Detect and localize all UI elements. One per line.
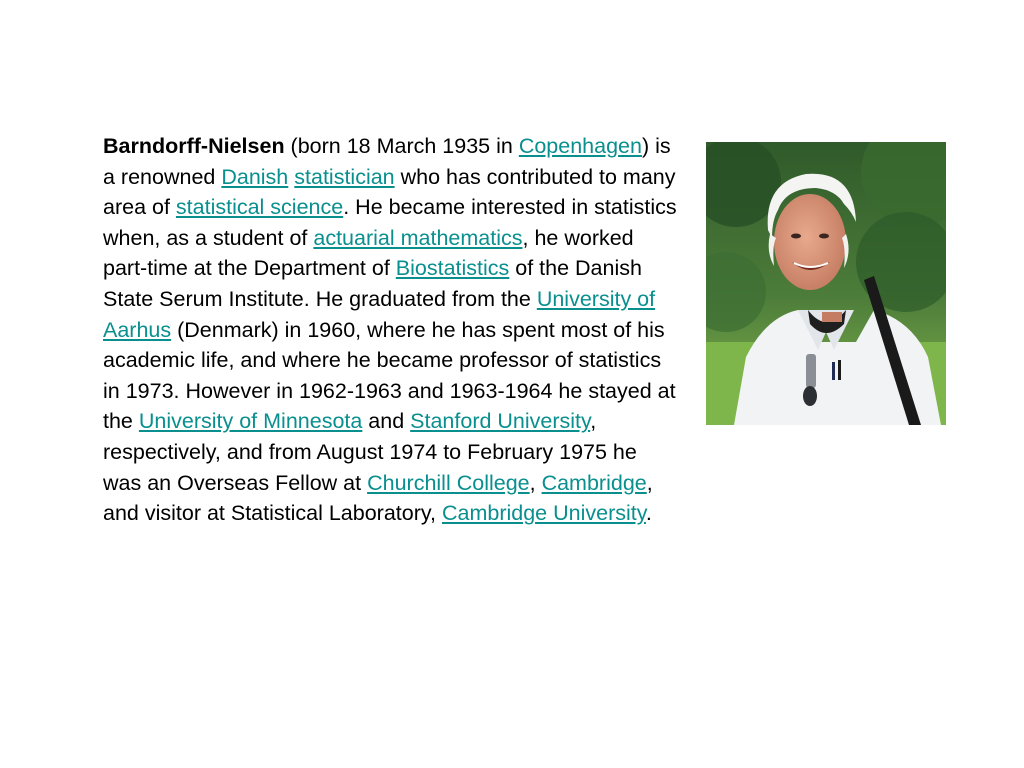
subject-name: Barndorff-Nielsen: [103, 134, 285, 158]
bio-text: ) is a renowned: [103, 134, 671, 189]
link-statistician[interactable]: statistician: [294, 164, 395, 189]
portrait-illustration: [706, 142, 946, 425]
link-cambridge[interactable]: Cambridge: [541, 470, 647, 495]
bio-text: and: [362, 409, 411, 434]
link-danish[interactable]: Danish: [221, 164, 289, 189]
link-churchill-college[interactable]: Churchill College: [367, 470, 530, 495]
bio-text: , and visitor at Statistical Laboratory,: [103, 470, 653, 526]
bio-text: of the Danish State Serum Institute. He graduated from the: [103, 256, 642, 311]
bio-text: (born 18 March 1935 in: [284, 134, 519, 158]
bio-text: . He became interested in statistics when, as a student of: [103, 195, 677, 250]
link-stanford-university[interactable]: Stanford University: [410, 409, 591, 434]
link-cambridge-university[interactable]: Cambridge University: [441, 501, 646, 526]
link-biostatistics[interactable]: Biostatistics: [395, 256, 510, 281]
link-university-of-minnesota[interactable]: University of Minnesota: [138, 409, 363, 434]
link-actuarial-mathematics[interactable]: actuarial mathematics: [313, 225, 523, 250]
bio-text: who has contributed to many area of: [103, 164, 676, 220]
link-university-of-aarhus[interactable]: University of Aarhus: [103, 286, 656, 342]
bio-text: .: [645, 501, 652, 526]
bio-text: ,: [529, 470, 542, 495]
bio-text: , he worked part-time at the Department of: [103, 225, 634, 281]
bio-text: (Denmark) in 1960, where he has spent most of his academic life, and where he became professor of statistics in 1973. However in 1962-1963 and 1963-1964 he stayed at the: [103, 317, 676, 434]
portrait-photo: [706, 142, 946, 425]
link-statistical-science[interactable]: statistical science: [175, 195, 344, 220]
link-copenhagen[interactable]: Copenhagen: [518, 134, 642, 158]
bio-text: , respectively, and from August 1974 to February 1975 he was an Overseas Fellow at: [103, 409, 637, 495]
biography-paragraph: [103, 131, 678, 529]
